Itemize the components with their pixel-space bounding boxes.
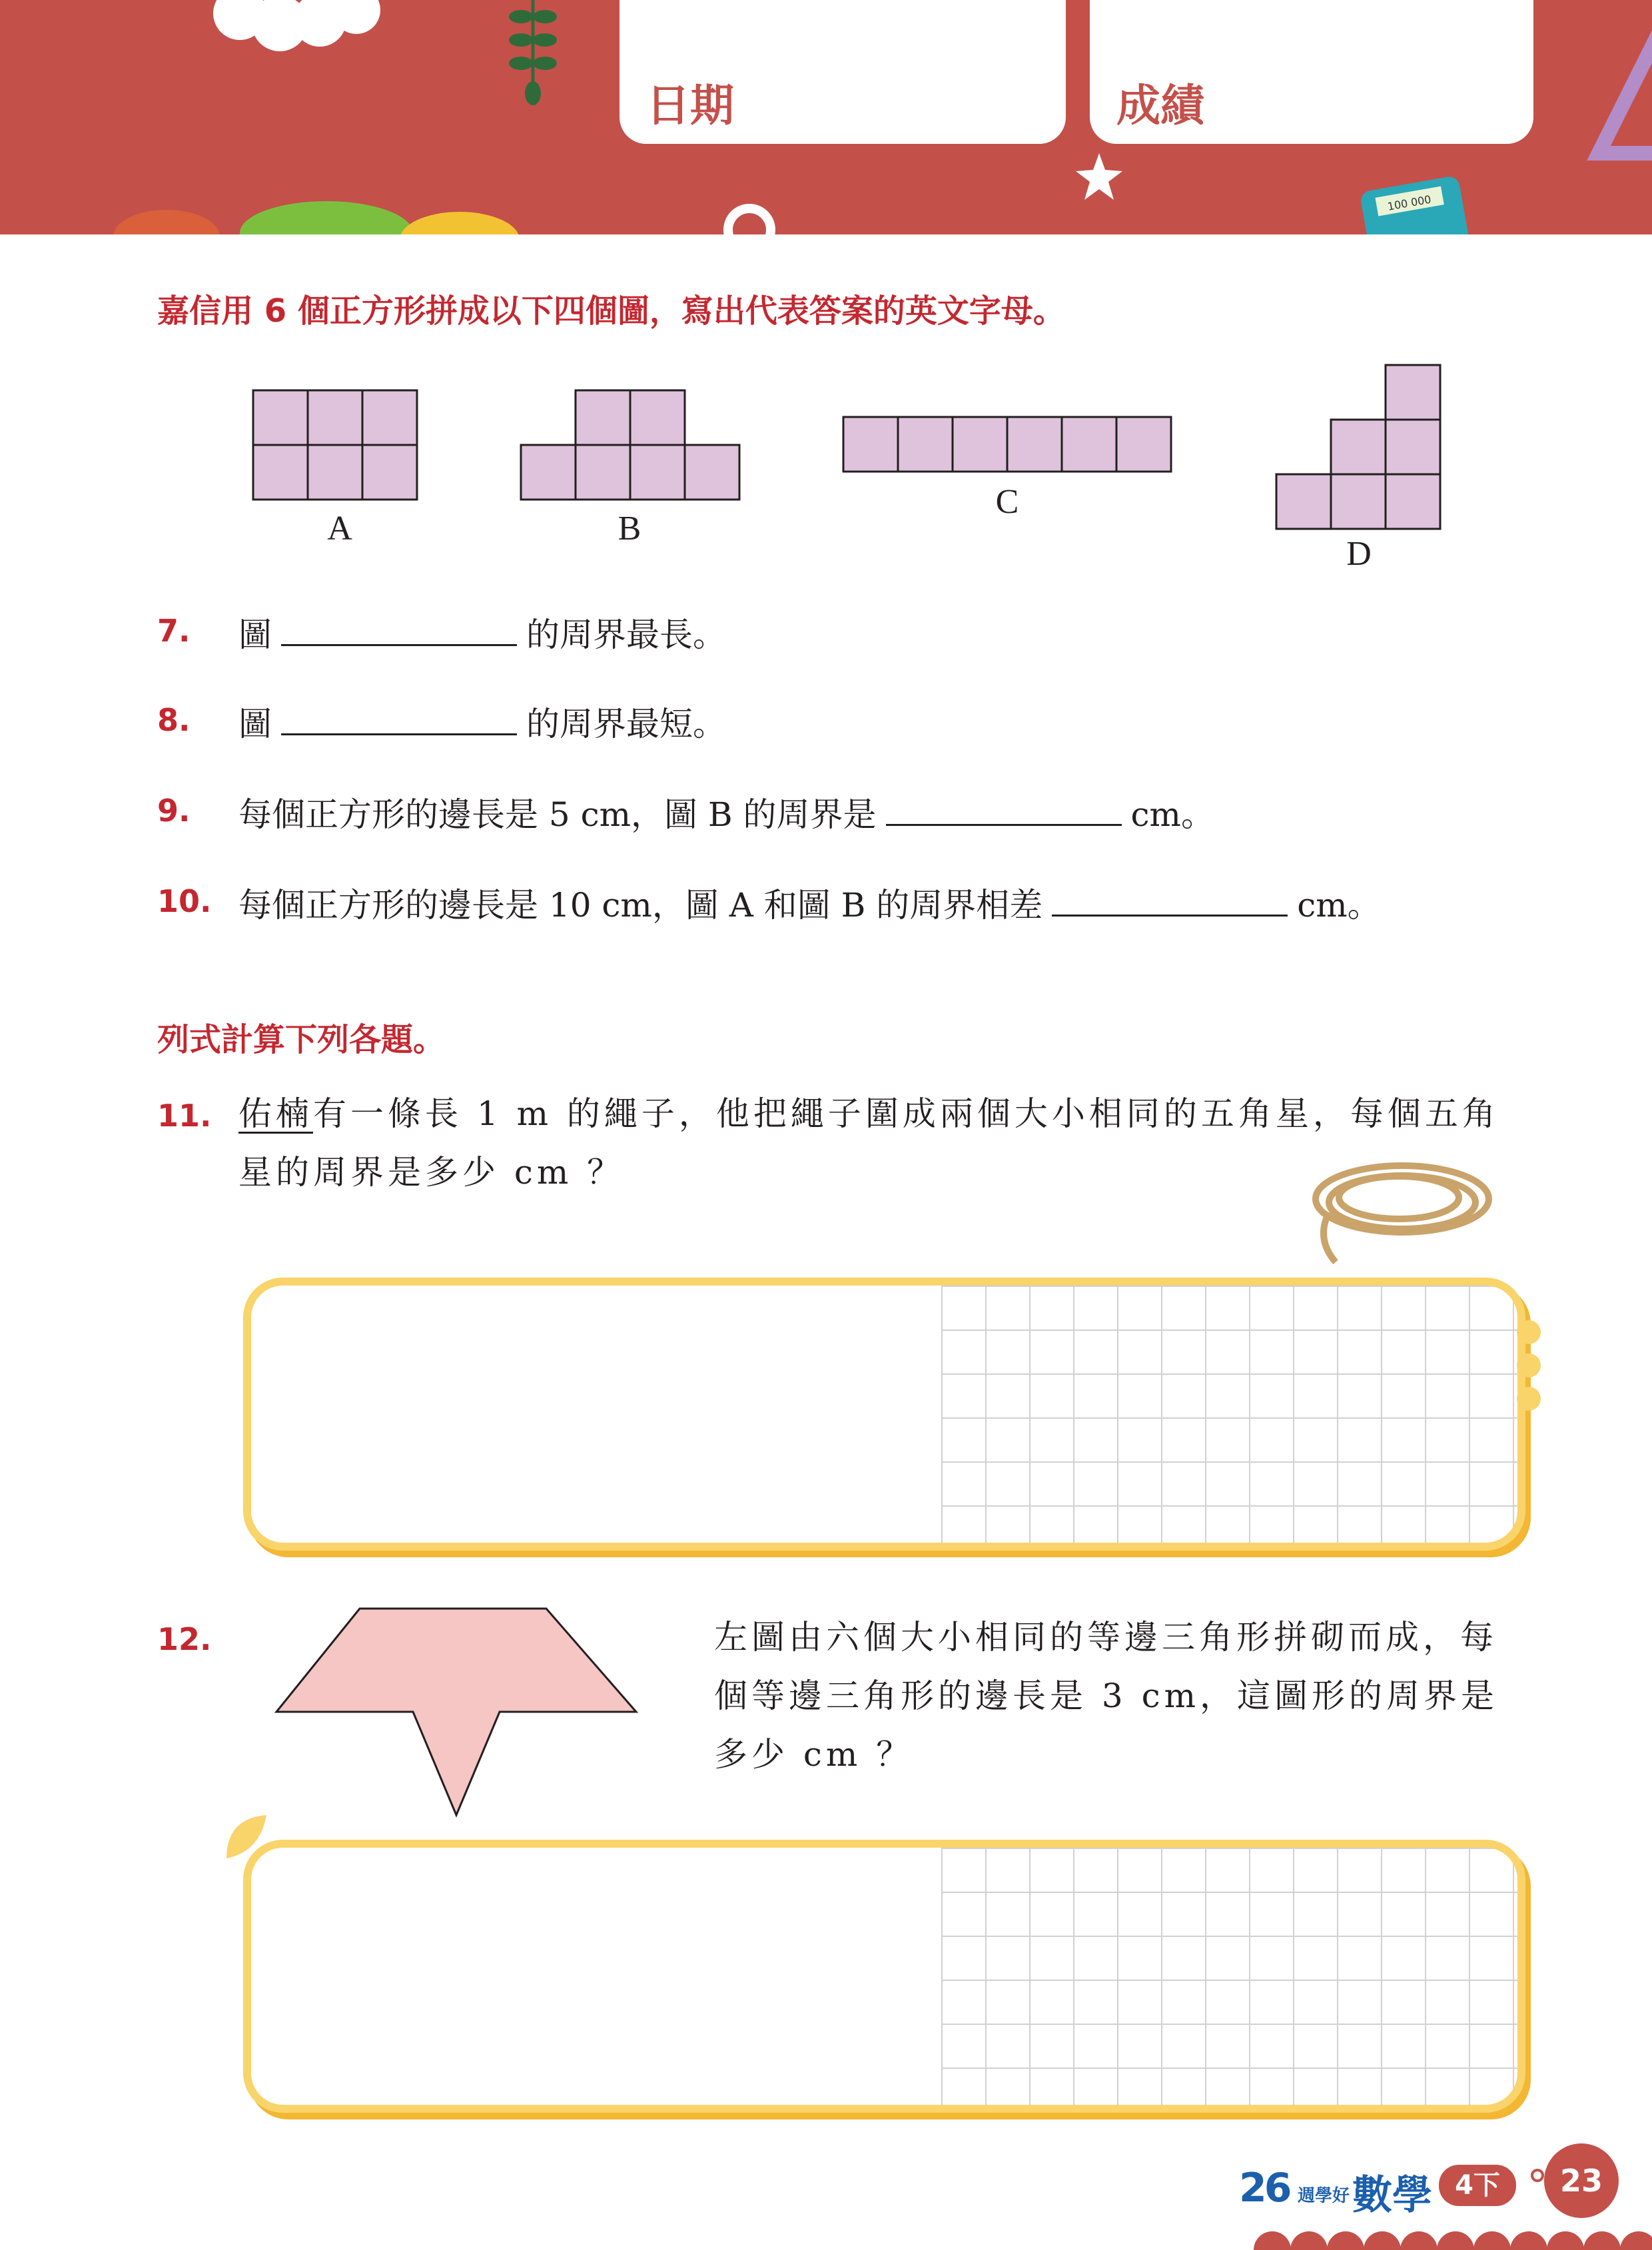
set-square-icon	[1592, 20, 1652, 167]
logo-number: 26	[1239, 2165, 1290, 2211]
shape-label-d: D	[1346, 535, 1372, 573]
shape-a	[252, 389, 420, 502]
score-label: 成績	[1116, 80, 1204, 131]
date-box[interactable]	[620, 0, 1066, 144]
grid-area	[941, 1848, 1517, 2105]
leaf-branch-icon	[506, 0, 560, 107]
page-number: 23	[1544, 2143, 1619, 2218]
question-8: 圖 的周界最短。	[238, 702, 726, 741]
triangle-figure	[273, 1605, 646, 1818]
section2-instruction: 列式計算下列各題。	[157, 1021, 446, 1058]
question-10: 每個正方形的邊長是 10 cm，圖 A 和圖 B 的周界相差 cm。	[238, 883, 1381, 922]
question-12-line-3: 多少 cm ？	[714, 1735, 914, 1774]
grid-area	[941, 1286, 1517, 1543]
calculator-icon	[1366, 177, 1472, 234]
star-icon	[1076, 153, 1122, 200]
question-7: 圖 的周界最長。	[238, 613, 726, 651]
answer-blank-8[interactable]	[281, 702, 517, 735]
question-12-line-1: 左圖由六個大小相同的等邊三角形拼砌而成，每	[714, 1618, 1497, 1657]
question-9: 每個正方形的邊長是 5 cm，圖 B 的周界是 cm。	[238, 793, 1214, 831]
answer-blank-9[interactable]	[886, 793, 1122, 826]
shape-label-a: A	[327, 510, 352, 548]
shape-c	[842, 416, 1175, 476]
answer-box-11[interactable]	[243, 1278, 1525, 1551]
question-number: 8.	[157, 702, 191, 738]
question-number: 7.	[157, 613, 191, 649]
answer-box-12[interactable]	[243, 1840, 1525, 2113]
shape-b	[520, 389, 746, 502]
grade-badge: 4下	[1439, 2165, 1516, 2206]
question-11-line-2: 星的周界是多少 cm ？	[238, 1153, 625, 1192]
shape-label-b: B	[618, 510, 641, 548]
student-name: 佑楠	[238, 1094, 313, 1133]
ring-icon	[719, 200, 779, 234]
scallop-decoration-icon	[1522, 1319, 1555, 1419]
answer-blank-7[interactable]	[281, 613, 517, 646]
section1-instruction: 嘉信用 6 個正方形拼成以下四個圖，寫出代表答案的英文字母。	[157, 292, 1065, 330]
question-number: 12.	[157, 1621, 212, 1657]
answer-blank-10[interactable]	[1052, 883, 1288, 917]
shape-d	[1275, 364, 1448, 537]
question-number: 9.	[157, 793, 191, 829]
question-12-line-2: 個等邊三角形的邊長是 3 cm，這圖形的周界是	[714, 1677, 1499, 1715]
shape-label-c: C	[995, 483, 1019, 521]
score-box[interactable]	[1090, 0, 1533, 144]
svg-text:100 000: 100 000	[1386, 192, 1432, 213]
date-label: 日期	[646, 80, 734, 131]
fish-icon	[107, 200, 573, 234]
rope-icon	[1302, 1146, 1502, 1272]
page-header	[0, 0, 1652, 234]
scalloped-border-icon	[1252, 2211, 1652, 2250]
cloud-icon	[206, 0, 406, 53]
question-number: 10.	[157, 883, 212, 919]
question-number: 11.	[157, 1098, 212, 1134]
question-11-line-1: 佑楠有一條長 1 m 的繩子，他把繩子圍成兩個大小相同的五角星，每個五角	[238, 1094, 1499, 1133]
logo-small-text: 週學好	[1298, 2186, 1350, 2206]
logo-subject: 數學	[1352, 2172, 1432, 2219]
